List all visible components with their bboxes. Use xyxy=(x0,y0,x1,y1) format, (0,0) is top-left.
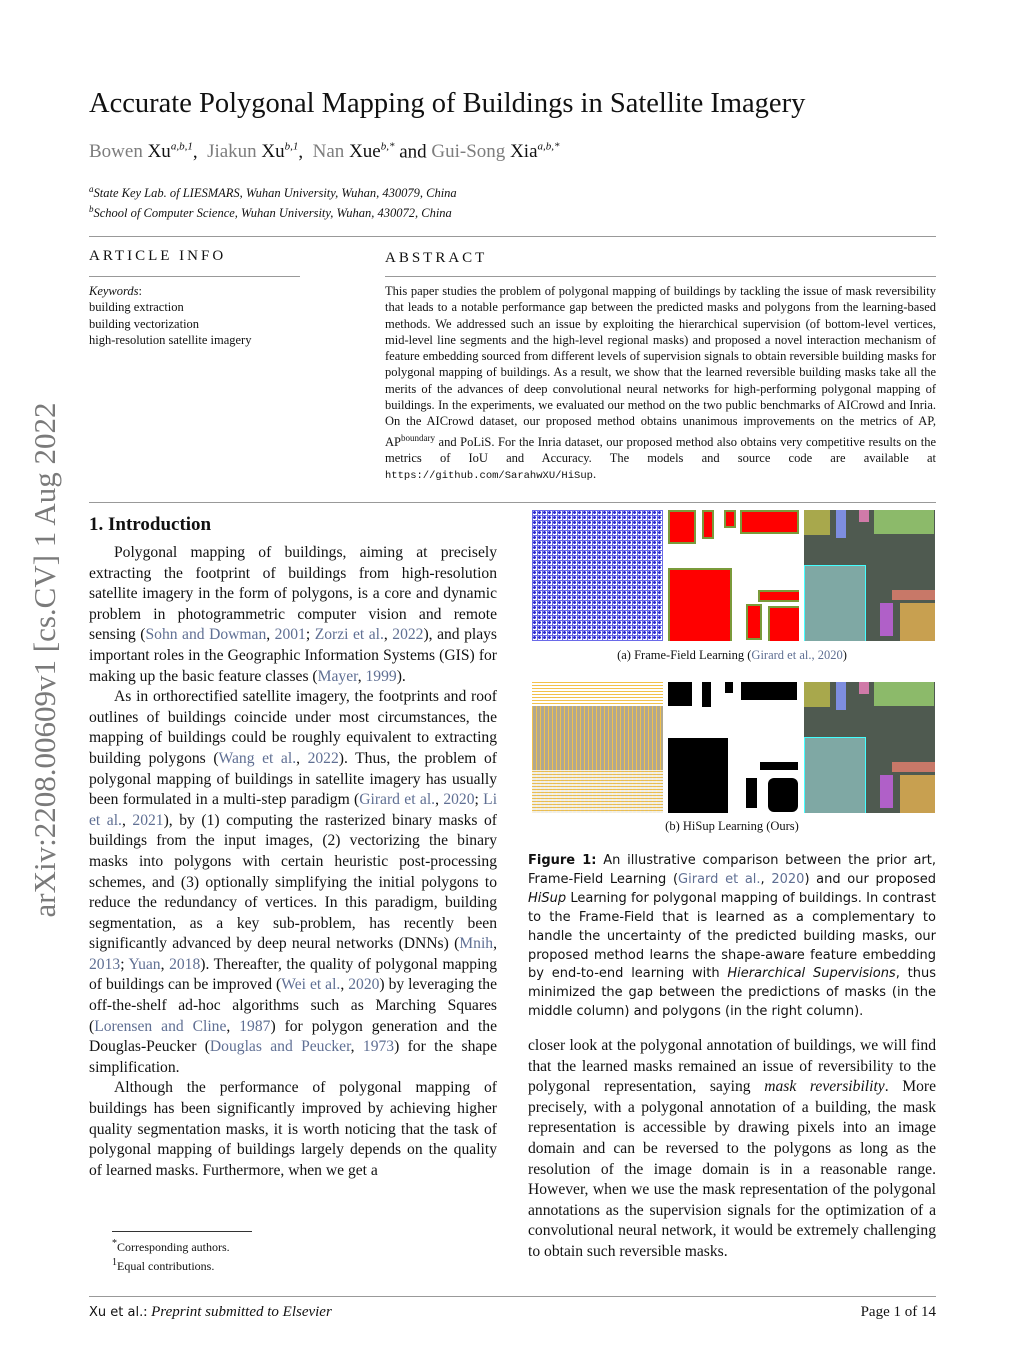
text-run: , xyxy=(121,811,133,829)
citation-link[interactable]: Wei et al. xyxy=(281,976,341,994)
text-run: Learning for polygonal mapping of buildings. In contrast to the Frame-Field that is learned as a complementary to handle the uncertainty of the predicted building masks, our proposed method learns the shape-aware feature embedding by end-to-end learning with xyxy=(528,890,936,982)
text-run: , xyxy=(160,955,170,973)
text-run: . More precisely, with a polygonal annotation of a building, the mask representation is accessible by drawing pixels into an image domain and can be reversed to the polygons as long as the resolution of the image domain is in a reasonable range. However, when we use the mask representation of the polygonal annotations as the supervision signals for the optimization of a convolutional neural network, it would be extremely challenging to obtain such reversible masks. xyxy=(528,1078,937,1260)
citation-link[interactable]: 2022 xyxy=(392,626,424,644)
citation-link[interactable]: Girard et al. xyxy=(359,791,436,809)
citation-link[interactable]: 1973 xyxy=(362,1038,395,1056)
footnote: *Corresponding authors. xyxy=(112,1238,230,1254)
right-column xyxy=(528,1036,936,1263)
citation-link[interactable]: 2022 xyxy=(307,749,339,767)
paragraph xyxy=(89,543,497,687)
subfigure-caption-a: (a) Frame-Field Learning (Girard et al., 2020) xyxy=(617,648,847,662)
citation-link[interactable]: Zorzi et al. xyxy=(314,626,384,644)
divider xyxy=(89,276,300,277)
divider xyxy=(385,276,936,277)
text-run: , xyxy=(760,871,772,887)
text-run: , xyxy=(435,791,444,809)
citation-link[interactable]: 2020 xyxy=(348,976,380,994)
text-run: ), by (1) computing the rasterized binary masks of buildings from the input images, (2) vectorizing the binary masks into polygons with certain heuristic post-processing schemes, and (3) optionally simplifying the initial polygons to reduce the redundancy of vertices. In this paradigm, building segmentation, as a key sub-problem, has recently been significantly advanced by deep neural networks (DNNs) ( xyxy=(89,811,497,953)
text-run: ; xyxy=(305,626,315,644)
keywords: Keywords: building extraction building vectorization high-resolution satellite imagery xyxy=(89,284,252,347)
text-run: ) and our proposed xyxy=(804,871,936,887)
text-run: Although the performance of polygonal mapping of buildings has been significantly improved by achieving higher quality segmentation masks, it is worth noticing that the task of polygonal mapping of buildings largely depends on the quality of learned masks. Furthermore, when we get a xyxy=(89,1079,497,1179)
text-run: ). xyxy=(396,667,406,685)
affiliation: $^b$School of Computer Science, Wuhan University, Wuhan, 430072, China xyxy=(89,204,452,221)
citation-link[interactable]: Wang et al. xyxy=(218,749,297,767)
hisup-mask-image xyxy=(668,682,799,813)
keyword: building extraction xyxy=(89,300,184,315)
paper-title: Accurate Polygonal Mapping of Buildings in Satellite Imagery xyxy=(89,88,806,119)
text-run: Polygonal mapping of buildings, aiming at precisely extracting the footprint of buildings from high-resolution satellite imagery in the form of polygons, is a core and dynamic problem in photogrammetric computer vision and remote sensing ( xyxy=(89,544,497,644)
text-run: ) for the shape simplification. xyxy=(89,1038,498,1076)
citation-link[interactable]: 2001 xyxy=(274,626,306,644)
keyword: high-resolution satellite imagery xyxy=(89,332,252,347)
keyword: building vectorization xyxy=(89,316,200,331)
text-run: ) by leveraging the off-the-shelf ad-hoc algorithms such as Marching Squares ( xyxy=(89,976,498,1035)
text-run: ; xyxy=(120,955,129,973)
citation-link[interactable]: 2018 xyxy=(169,955,201,973)
citation-link[interactable]: 1987 xyxy=(239,1017,271,1035)
author: Nan Xue$^{b,*}$ xyxy=(312,141,395,163)
text-run: , xyxy=(493,935,497,953)
text-run: ), and plays important roles in the Geographic Information Systems (GIS) for making up the basic feature classes ( xyxy=(89,626,498,685)
paragraph xyxy=(528,1036,936,1263)
text-run: closer look at the polygonal annotation of buildings, we will find that the learned masks remained an issue of reversibility to the polygonal representation, saying xyxy=(528,1037,936,1096)
divider xyxy=(89,236,936,237)
text-run: , xyxy=(383,626,393,644)
citation-link[interactable]: Douglas and Peucker xyxy=(209,1038,351,1056)
citation-link[interactable]: Yuan xyxy=(128,955,161,973)
abstract-heading: ABSTRACT xyxy=(385,250,488,266)
text-run: , xyxy=(357,667,366,685)
citation-link[interactable]: 2020 xyxy=(443,791,475,809)
text-run: , thus minimized the gap between the predictions of masks (in the middle column) and polygons (in the right column). xyxy=(528,966,936,1020)
divider xyxy=(89,502,936,503)
hisup-polygon-image xyxy=(804,682,935,813)
footnote-rule xyxy=(112,1231,252,1232)
citation-link[interactable]: 1999 xyxy=(365,667,397,685)
text-run: An illustrative comparison between the prior art, Frame-Field Learning ( xyxy=(528,853,936,887)
figure-caption xyxy=(528,852,936,1022)
citation-link[interactable]: 2013 xyxy=(89,955,121,973)
citation-link[interactable]: Sohn and Dowman xyxy=(145,626,267,644)
arxiv-stamp: arXiv:2208.00609v1 [cs.CV] 1 Aug 2022 xyxy=(27,402,62,918)
section-heading: 1. Introduction xyxy=(89,514,212,535)
footer-divider xyxy=(89,1296,936,1297)
page-number: Page 1 of 14 xyxy=(860,1304,936,1320)
author-list: Bowen Xu$^{a,b,1}$, Jiakun Xu$^{b,1}$, Nan Xue$^{b,*}$ and Gui-Song Xia$^{a,b,*}$ xyxy=(89,141,560,163)
text-run: ; xyxy=(474,791,484,809)
citation-link[interactable]: Li et al. xyxy=(89,791,498,829)
code-link[interactable]: https://github.com/SarahwXU/HiSup xyxy=(385,470,593,483)
frame-field-image xyxy=(532,510,663,641)
footnotes xyxy=(112,1236,230,1274)
text-run: , xyxy=(296,749,308,767)
frame-field-polygon-image xyxy=(804,510,935,641)
paragraph xyxy=(89,687,497,1078)
frame-field-mask-image xyxy=(668,510,799,641)
text-run: , xyxy=(266,626,275,644)
article-info-heading: ARTICLE INFO xyxy=(89,248,227,264)
abstract-text: This paper studies the problem of polygonal mapping of buildings by tackling the issue of mask reversibility that leads to a notable performance gap between the predicted masks and polygons from the learning-based methods. We addressed such an issue by exploiting the hierarchical supervision (of bottom-level vertices, mid-level line segments and the high-level regional masks) and proposed a novel interaction mechanism of feature embedding sourced from different levels of supervision signals to obtain reversible building masks for polygonal mapping of buildings. As a result, we show that the learned reversible building masks take all the merits of the advances of deep convolutional neural networks for high-performing polygonal mapping of buildings. In the experiments, we evaluated our method on the two public benchmarks of AICrowd and Inria. On the AICrowd dataset, our proposed method obtains unanimous improvements on the metrics of AP, $AP^{boundary}$ and PoLiS. For the Inria dataset, our proposed method also obtains very competitive results on the metrics of IoU and Accuracy. The models and source code are available at https://github.com/SarahwXU/HiSup. xyxy=(385,284,936,483)
citation-link[interactable]: Mayer xyxy=(317,667,358,685)
left-column xyxy=(89,543,497,1181)
text-run: Figure 1: xyxy=(528,853,597,868)
footnote: $^1$Equal contributions. xyxy=(112,1257,215,1273)
text-run: Hierarchical Supervisions xyxy=(727,966,896,982)
text-run: , xyxy=(226,1017,240,1035)
subfigure-caption-b: (b) HiSup Learning (Ours) xyxy=(665,819,799,833)
text-run: , xyxy=(350,1038,363,1056)
author: Gui-Song Xia$^{a,b,*}$ xyxy=(431,141,560,163)
citation-link[interactable]: Girard et al. xyxy=(678,871,761,887)
paragraph xyxy=(89,1078,497,1181)
citation-link[interactable]: 2021 xyxy=(132,811,164,829)
citation-link[interactable]: Lorensen and Cline xyxy=(94,1017,227,1035)
text-run: HiSup xyxy=(528,890,567,906)
hisup-attraction-field-image xyxy=(532,682,663,813)
text-run: ) for polygon generation and the Douglas-Peucker ( xyxy=(89,1017,497,1056)
footer-left: Xu et al.: Preprint submitted to Elsevier xyxy=(89,1304,332,1320)
citation-link[interactable]: 2020 xyxy=(771,871,805,887)
citation-link[interactable]: Mnih xyxy=(459,935,494,953)
text-run: , xyxy=(340,976,349,994)
text-run: mask reversibility xyxy=(764,1078,885,1096)
author: Jiakun Xu$^{b,1}$ xyxy=(207,141,299,163)
author: Bowen Xu$^{a,b,1}$ xyxy=(89,141,193,163)
text-run: ). Thus, the problem of polygonal mapping of buildings in satellite imagery has usually been formulated in a multi-step paradigm ( xyxy=(89,749,498,809)
text-run: As in orthorectified satellite imagery, the footprints and roof outlines of buildings coincide under most circumstances, the mapping of buildings could be roughly equivalent to extracting building polygons ( xyxy=(89,688,497,767)
affiliation: $^a$State Key Lab. of LIESMARS, Wuhan University, Wuhan, 430079, China xyxy=(89,184,457,201)
text-run: ). Thereafter, the quality of polygonal mapping of buildings can be improved ( xyxy=(89,955,498,994)
